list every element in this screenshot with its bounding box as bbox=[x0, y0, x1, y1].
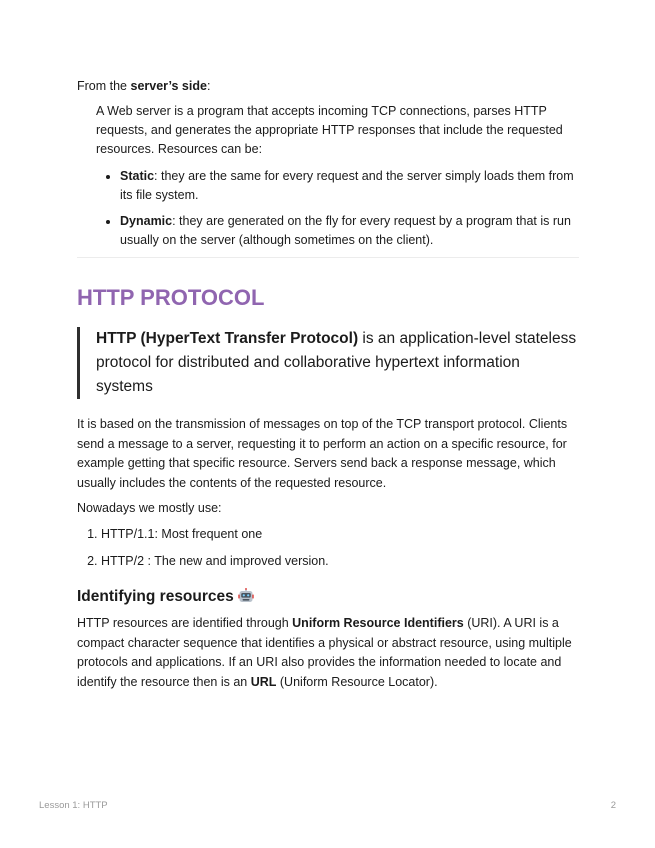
robot-emoji-icon bbox=[238, 588, 254, 603]
uri-term: Uniform Resource Identifiers bbox=[292, 616, 464, 630]
quote-term: HTTP (HyperText Transfer Protocol) bbox=[96, 330, 359, 347]
subheading: Identifying resources bbox=[77, 586, 579, 608]
page-content bbox=[77, 77, 579, 692]
nowadays-paragraph: Nowadays we mostly use: bbox=[77, 501, 222, 515]
list-item: • Static: they are the same for every request and the server simply loads them from its file system. bbox=[120, 167, 579, 205]
server-side-intro: From the server’s side: bbox=[77, 79, 211, 93]
tcp-paragraph: It is based on the transmission of messages on top of the TCP transport protocol. Clients send a message to a server, requesting it to perform an action on a specific resource, for example getting that specific resource. Servers send back a response message, which usually includes the contents of the requested resource. bbox=[77, 417, 568, 490]
definition-quote: HTTP (HyperText Transfer Protocol) is an application-level stateless protocol for distributed and collaborative hypertext information systems bbox=[77, 327, 579, 399]
footer-lesson-title: Lesson 1: HTTP bbox=[39, 800, 108, 811]
list-item: 2. HTTP/2 : The new and improved version. bbox=[101, 552, 579, 571]
section-heading: HTTP PROTOCOL bbox=[77, 285, 265, 310]
list-item: • Dynamic: they are generated on the fly for every request by a program that is run usually on the server (although sometimes on the client). bbox=[120, 212, 579, 250]
server-description: A Web server is a program that accepts incoming TCP connections, parses HTTP requests, and generates the appropriate HTTP responses that include the requested resources. Resources can be: bbox=[96, 104, 563, 156]
server-side-term: server’s side bbox=[130, 79, 207, 93]
http-versions-list bbox=[77, 525, 579, 571]
static-term: Static bbox=[120, 169, 155, 183]
list-item: 1. HTTP/1.1: Most frequent one bbox=[101, 525, 579, 544]
footer-page-number: 2 bbox=[610, 800, 616, 811]
dynamic-term: Dynamic bbox=[120, 214, 173, 228]
divider bbox=[77, 257, 579, 258]
url-term: URL bbox=[250, 674, 277, 689]
resource-types-list bbox=[77, 167, 579, 250]
identify-paragraph: HTTP resources are identified through Uniform Resource Identifiers (URI). A URI is a compact character sequence that identifies a physical or abstract resource, using multiple protocols and applications. If an URI also provides the information needed to locate and identify the resource then is an URL (Uniform Resource Locator). bbox=[77, 616, 572, 689]
